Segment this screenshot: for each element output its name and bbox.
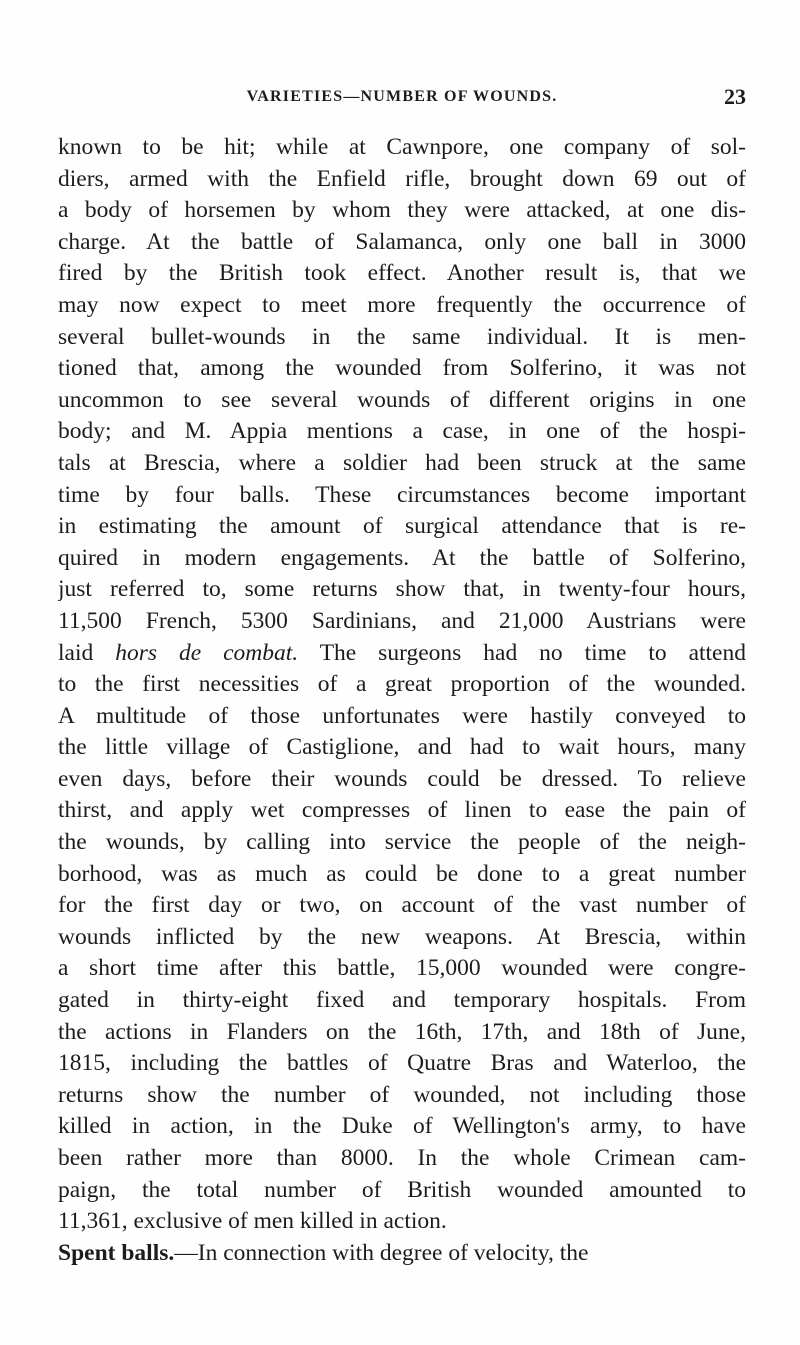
text-line: to the first necessities of a great proportion of the wounded.	[58, 671, 746, 698]
text-line: the little village of Castiglione, and had to wait hours, many	[58, 734, 746, 761]
text-line: paign, the total number of British wounded amounted to	[58, 1176, 746, 1203]
text-line: a body of horsemen by whom they were attacked, at one dis-	[58, 197, 746, 224]
text-line: 11,500 French, 5300 Sardinians, and 21,000 Austrians were	[58, 607, 746, 634]
text-line: borhood, was as much as could be done to a great number	[58, 860, 746, 887]
text-line: fired by the British took effect. Another result is, that we	[58, 260, 746, 287]
text-line: tioned that, among the wounded from Solferino, it was not	[58, 355, 746, 382]
text-line: body; and M. Appia mentions a case, in one of the hospi-	[58, 418, 746, 445]
text-line: killed in action, in the Duke of Wellington's army, to have	[58, 1113, 746, 1140]
text-line: returns show the number of wounded, not including those	[58, 1081, 746, 1108]
running-head: VARIETIES—NUMBER OF WOUNDS.	[246, 88, 558, 105]
text-line: may now expect to meet more frequently the occurrence of	[58, 291, 746, 318]
text-line-with-italic	[58, 638, 746, 670]
italic-phrase: hors de combat.	[115, 639, 299, 666]
text-line: quired in modern engagements. At the battle of Solferino,	[58, 544, 746, 571]
page-number: 23	[724, 84, 746, 109]
final-paragraph-line	[58, 1238, 746, 1270]
section-lead-text: —In connection with degree of velocity, the	[174, 1239, 589, 1266]
text-line: just referred to, some returns show that, in twenty-four hours,	[58, 576, 746, 603]
text-line: charge. At the battle of Salamanca, only one ball in 3000	[58, 228, 746, 255]
text-line: time by four balls. These circumstances become important	[58, 481, 746, 508]
text-line: diers, armed with the Enfield rifle, brought down 69 out of	[58, 165, 746, 192]
page-header	[58, 84, 746, 114]
line-text-before: laid	[58, 639, 116, 666]
text-line: 11,361, exclusive of men killed in action.	[58, 1208, 447, 1235]
text-line: been rather more than 8000. In the whole Crimean cam-	[58, 1145, 746, 1171]
text-line: known to be hit; while at Cawnpore, one company of sol-	[58, 134, 746, 160]
line-text-after: The surgeons had no time to attend	[298, 639, 746, 666]
section-lead: Spent balls.	[58, 1239, 175, 1266]
text-line: tals at Brescia, where a soldier had been struck at the same	[58, 449, 746, 476]
text-line: the actions in Flanders on the 16th, 17th, and 18th of June,	[58, 1018, 746, 1045]
text-line: thirst, and apply wet compresses of linen to ease the pain of	[58, 797, 746, 824]
body-text	[58, 132, 746, 1269]
text-line: A multitude of those unfortunates were hastily conveyed to	[58, 702, 746, 729]
text-line: uncommon to see several wounds of different origins in one	[58, 386, 746, 413]
text-line: even days, before their wounds could be dressed. To relieve	[58, 765, 746, 792]
text-line: in estimating the amount of surgical attendance that is re-	[58, 513, 746, 540]
text-line: the wounds, by calling into service the people of the neigh-	[58, 829, 746, 856]
text-line: wounds inflicted by the new weapons. At Brescia, within	[58, 923, 746, 950]
text-line: a short time after this battle, 15,000 wounded were congre-	[58, 955, 746, 982]
text-line: for the first day or two, on account of the vast number of	[58, 892, 746, 919]
text-line: 1815, including the battles of Quatre Bras and Waterloo, the	[58, 1050, 746, 1077]
text-line: several bullet-wounds in the same individual. It is men-	[58, 323, 746, 350]
text-line: gated in thirty-eight fixed and temporary hospitals. From	[58, 987, 746, 1014]
